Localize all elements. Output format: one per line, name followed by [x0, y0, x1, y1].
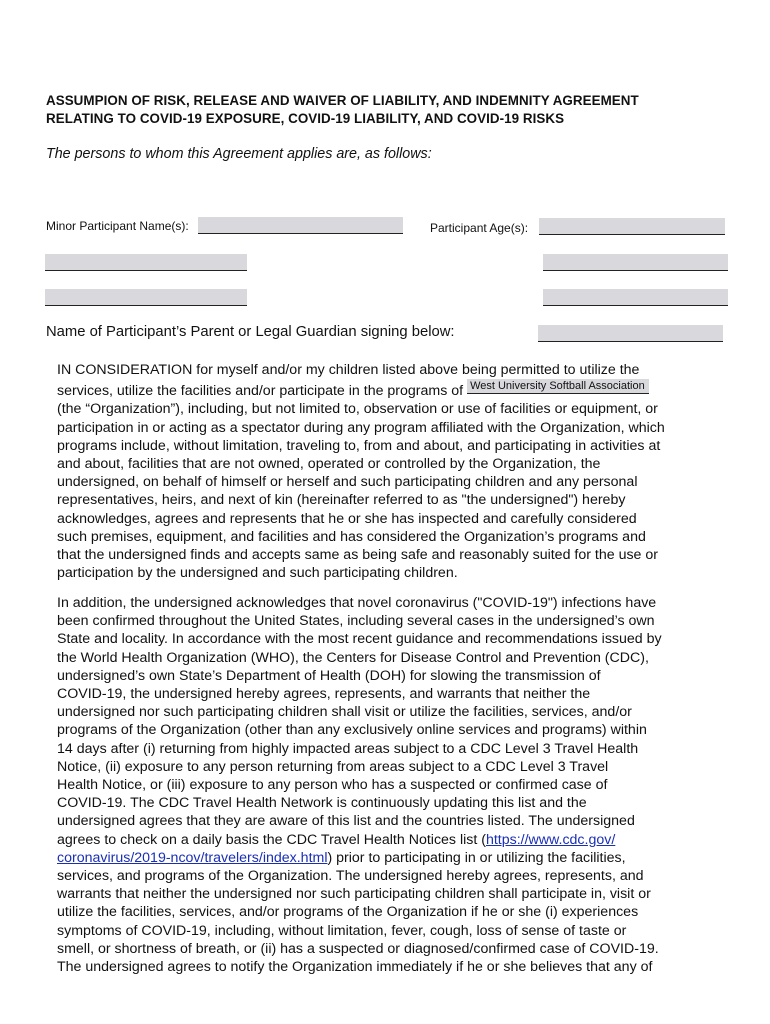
text-line: programs of the Organization (other than any exclusively online services and programs) within: [57, 722, 647, 739]
title-line-1: ASSUMPION OF RISK, RELEASE AND WAIVER OF LIABILITY, AND INDEMNITY AGREEMENT: [46, 93, 639, 108]
text-line: utilize the facilities, services, and/or programs of the Organization if he or she (i) experiences: [57, 904, 639, 921]
text-line: warrants that neither the undersigned nor such participating children shall participate in, visit or: [57, 886, 651, 903]
text-line: In addition, the undersigned acknowledges that novel coronavirus ("COVID-19") infections have: [57, 595, 657, 611]
subtitle: The persons to whom this Agreement applies are, as follows:: [46, 146, 432, 162]
text-line: COVID-19. The CDC Travel Health Network is continuously updating this list and the: [57, 795, 587, 812]
covid-paragraph: [57, 594, 717, 976]
guardian-label: Name of Participant’s Parent or Legal Guardian signing below:: [46, 324, 455, 340]
cdc-link-part-1[interactable]: https://www.cdc.gov/: [485, 831, 616, 848]
text-line: undersigned agrees that they are aware of this list and the countries listed. The undersigned: [57, 813, 635, 830]
text-line: the World Health Organization (WHO), the Centers for Disease Control and Prevention (CDC),: [57, 649, 649, 666]
age-field-2[interactable]: [543, 254, 728, 271]
guardian-name-field[interactable]: [538, 325, 723, 342]
text-line: and about, facilities that are not owned, operated or controlled by the Organization, the: [57, 456, 601, 473]
consideration-paragraph: [57, 361, 717, 582]
text-line: Health Notice, or (iii) exposure to any person who has a suspected or confirmed case of: [57, 777, 608, 794]
title-line-2: RELATING TO COVID-19 EXPOSURE, COVID-19 LIABILITY, AND COVID-19 RISKS: [46, 111, 565, 126]
text-line: symptoms of COVID-19, including, without limitation, fever, cough, loss of sense of taste or: [57, 922, 627, 939]
text-line: COVID-19, the undersigned hereby agrees, represents, and warrants that neither the: [57, 686, 591, 703]
text-line: State and locality. In accordance with the most recent guidance and recommendations issued by: [57, 631, 662, 648]
minor-name-label: Minor Participant Name(s):: [46, 219, 189, 233]
text-line: agrees to check on a daily basis the CDC Travel Health Notices list (https://www.cdc.gov/: [57, 831, 616, 848]
organization-field[interactable]: West University Softball Association: [467, 379, 649, 394]
minor-name-field-2[interactable]: [45, 254, 247, 271]
text-line: IN CONSIDERATION for myself and/or my children listed above being permitted to utilize the: [57, 362, 640, 378]
text-line: Notice, (ii) exposure to any person returning from areas subject to a CDC Level 3 Travel: [57, 758, 609, 775]
text-line: 14 days after (i) returning from highly impacted areas subject to a CDC Level 3 Travel Health: [57, 740, 639, 757]
minor-name-field-1[interactable]: [198, 217, 403, 234]
age-label: Participant Age(s):: [430, 221, 529, 235]
text-line: programs include, without limitation, traveling to, from and about, and participating in activities at: [57, 437, 661, 454]
text-line: undersigned’s own State’s Department of Health (DOH) for slowing the transmission of: [57, 667, 601, 684]
text-line: coronavirus/2019-ncov/travelers/index.html) prior to participating in or utilizing the facilities,: [57, 849, 626, 866]
text-line: undersigned nor such participating children shall visit or utilize the facilities, services, and/or: [57, 704, 632, 721]
text-line: acknowledges, agrees and represents that he or she has inspected and carefully considered: [57, 510, 637, 527]
text-line: been confirmed throughout the United States, including several cases in the undersigned’s own: [57, 613, 655, 630]
text-line: participation in or acting as a spectator during any program affiliated with the Organization, which: [57, 419, 665, 436]
text-line: services, and programs of the Organization. The undersigned hereby agrees, represents, and: [57, 868, 644, 885]
text-line: smell, or shortness of breath, or (ii) has a suspected or diagnosed/confirmed case of COVID-19.: [57, 940, 659, 957]
age-field-3[interactable]: [543, 289, 728, 306]
text-line: that the undersigned finds and accepts same as being safe and reasonably suited for the use or: [57, 547, 658, 564]
age-field-1[interactable]: [539, 218, 725, 235]
text-line: services, utilize the facilities and/or participate in the programs of West University Softball Association: [57, 379, 717, 400]
text-line: undersigned, on behalf of himself or herself and such participating children and any personal: [57, 474, 638, 491]
text-line: such premises, equipment, and facilities and has considered the Organization’s programs and: [57, 528, 646, 545]
minor-name-field-3[interactable]: [45, 289, 247, 306]
text-line: (the “Organization”), including, but not limited to, observation or use of facilities or equipment, or: [57, 401, 658, 418]
text-line: representatives, heirs, and next of kin (hereinafter referred to as "the undersigned") hereby: [57, 492, 626, 509]
cdc-link-part-2[interactable]: coronavirus/2019-ncov/travelers/index.html: [57, 849, 328, 866]
text-line: participation by the undersigned and such participating children.: [57, 565, 458, 582]
text-line: The undersigned agrees to notify the Organization immediately if he or she believes that any of: [57, 959, 653, 976]
document-title: [46, 92, 736, 128]
